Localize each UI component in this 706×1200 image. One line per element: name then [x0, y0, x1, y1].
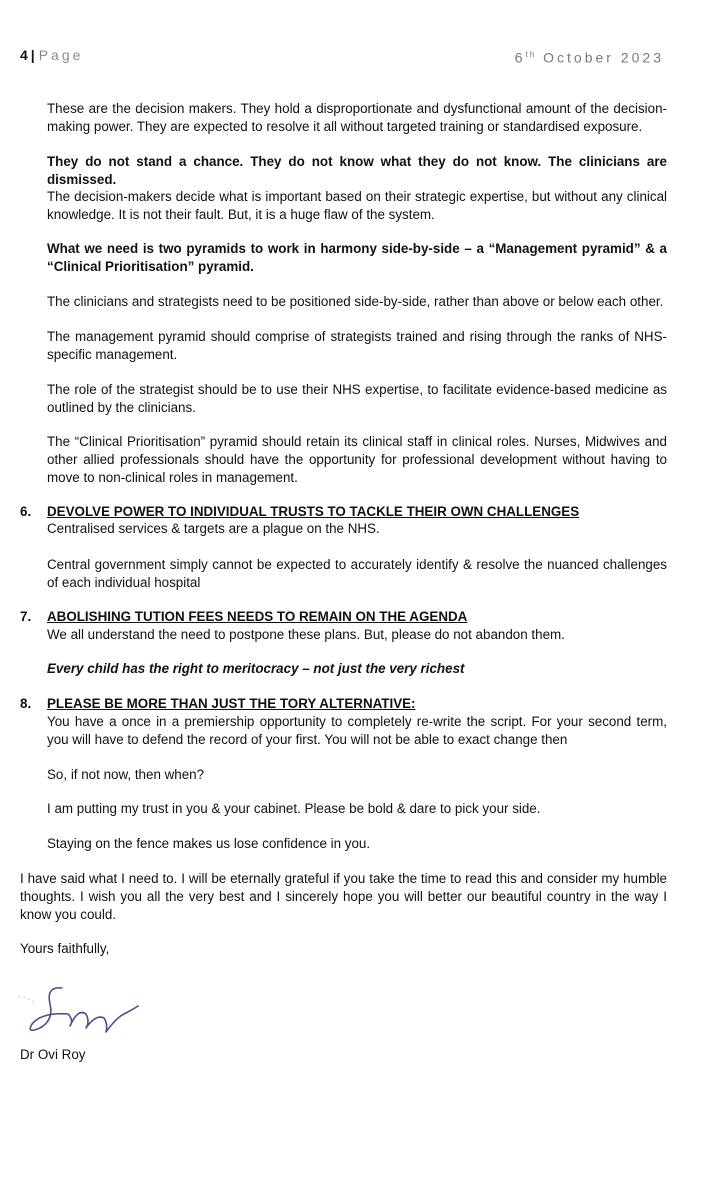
section-8-number: 8.	[20, 696, 32, 711]
signature-icon	[12, 968, 152, 1048]
section-7-number: 7.	[20, 609, 32, 624]
section-7-title: ABOLISHING TUTION FEES NEEDS TO REMAIN ON THE AGENDA	[47, 609, 468, 624]
header-date	[515, 46, 664, 67]
date-rest: October 2023	[543, 49, 664, 66]
section-6-paragraph-1: Centralised services & targets are a plague on the NHS.	[47, 521, 380, 536]
section-7-paragraph-2: Every child has the right to meritocracy – not just the very richest	[47, 661, 465, 676]
section-8-title: PLEASE BE MORE THAN JUST THE TORY ALTERNATIVE:	[47, 696, 416, 711]
intro-paragraph-7: The role of the strategist should be to use their NHS expertise, to facilitate evidence-based medicine as outlined by the clinicians.	[47, 382, 667, 415]
intro-paragraph-8: The “Clinical Prioritisation” pyramid should retain its clinical staff in clinical roles. Nurses, Midwives and other allied professionals should have the opportunity for professional development without having to move to non-clinical roles in management.	[47, 434, 667, 485]
section-7-paragraph-1: We all understand the need to postpone these plans. But, please do not abandon them.	[47, 627, 565, 642]
intro-paragraph-3: The decision-makers decide what is important based on their strategic expertise, but without any clinical knowledge. It is not their fault. But, it is a huge flaw of the system.	[47, 189, 667, 222]
page-number: 4	[20, 47, 28, 63]
date-day: 6	[514, 49, 526, 66]
page-word: Page	[38, 47, 84, 63]
closing-salutation: Yours faithfully,	[20, 941, 110, 956]
section-8-paragraph-1: You have a once in a premiership opportunity to completely re-write the script. For your second term, you will have to defend the record of your first. You will not be able to exact change then	[47, 714, 667, 747]
page-number-label	[20, 46, 83, 64]
signer-name: Dr Ovi Roy	[20, 1047, 86, 1062]
intro-paragraph-6: The management pyramid should comprise of strategists trained and rising through the ranks of NHS-specific management.	[47, 329, 667, 362]
date-suffix: th	[525, 50, 537, 59]
section-8-paragraph-3: I am putting my trust in you & your cabinet. Please be bold & dare to pick your side.	[47, 801, 541, 816]
closing-paragraph: I have said what I need to. I will be eternally grateful if you take the time to read this and consider my humble thoughts. I wish you all the very best and I sincerely hope you will better our beautiful country in the way I know you could.	[20, 871, 667, 922]
section-6-title: DEVOLVE POWER TO INDIVIDUAL TRUSTS TO TACKLE THEIR OWN CHALLENGES	[47, 504, 580, 519]
section-8-paragraph-4: Staying on the fence makes us lose confidence in you.	[47, 836, 371, 851]
section-8-paragraph-2: So, if not now, then when?	[47, 767, 205, 782]
section-6-number: 6.	[20, 504, 32, 519]
intro-paragraph-1: These are the decision makers. They hold a disproportionate and dysfunctional amount of the decision-making power. They are expected to resolve it all without targeted training or standardised exposure.	[47, 101, 667, 134]
intro-paragraph-5: The clinicians and strategists need to be positioned side-by-side, rather than above or below each other.	[47, 294, 664, 309]
section-6-heading	[20, 503, 667, 521]
section-8-heading	[20, 695, 667, 713]
section-7-heading	[20, 608, 667, 626]
intro-paragraph-2: They do not stand a chance. They do not know what they do not know. The clinicians are dismissed.	[47, 154, 667, 187]
section-6-paragraph-2: Central government simply cannot be expected to accurately identify & resolve the nuanced challenges of each individual hospital	[47, 557, 667, 590]
page-separator: |	[30, 47, 35, 63]
page-header	[20, 46, 664, 70]
intro-paragraph-4: What we need is two pyramids to work in harmony side-by-side – a “Management pyramid” & a “Clinical Prioritisation” pyramid.	[47, 241, 667, 274]
